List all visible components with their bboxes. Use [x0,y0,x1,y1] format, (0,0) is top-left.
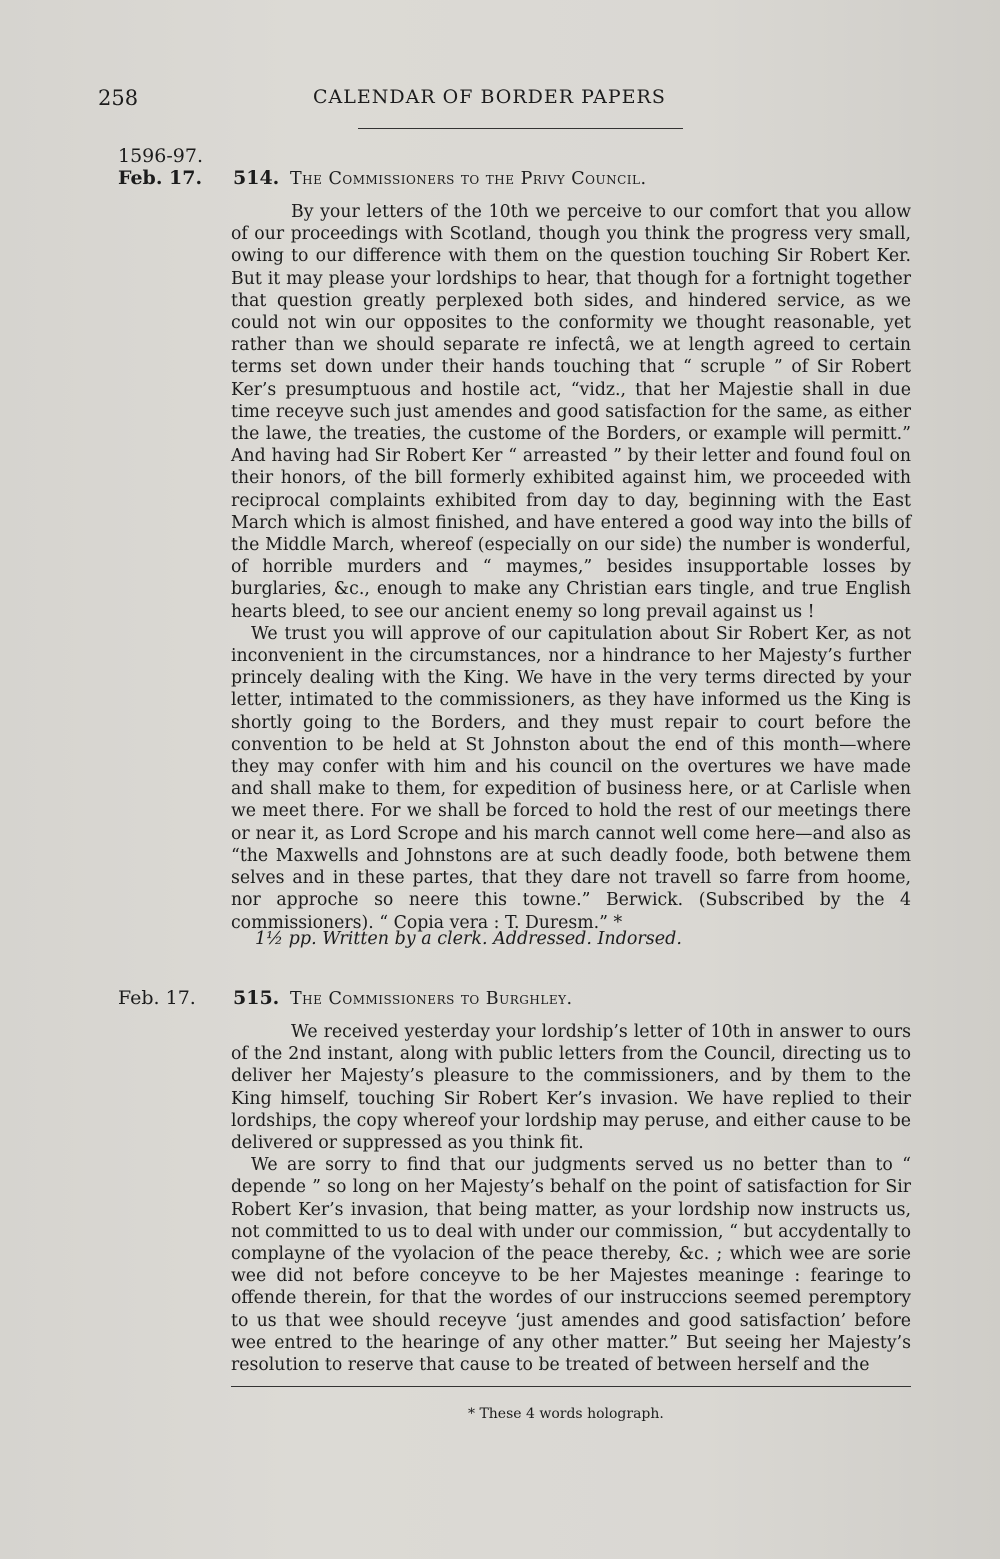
description-text: 1½ pp. Written by a clerk. Addressed. Indorsed. [255,929,682,949]
entry-date: Feb. 17. [118,167,203,189]
running-title: CALENDAR OF BORDER PAPERS [313,86,666,108]
entry-body [231,1021,911,1376]
paragraph: We received yesterday your lordship’s letter of 10th in answer to ours of the 2nd instant, along with public letters from the Council, directing us to deliver her Majesty’s pleasure to the commissioners, and by them to the King himself, touching Sir Robert Ker’s invasion. We have replied to their lordships, the copy whereof your lordship may peruse, and either cause to be delivered or suppressed as you think fit. [231,1022,911,1154]
page-number: 258 [98,86,139,110]
paragraph: By your letters of the 10th we perceive to our comfort that you allow of our proceedings with Scotland, though you think the progress very small, owing to our difference with them on the question touching Sir Robert Ker. But it may please your lordships to hear, that though for a fortnight together that question greatly perplexed both sides, and hindered service, as we could not win our opposites to the conformity we thought reasonable, yet rather than we should separate re infectâ, we at length agreed to certain terms set down under their hands touching that “ scruple ” of Sir Robert Ker’s presumptuous and hostile act, “vidz., that her Majestie shall in due time receyve such just amendes and good satisfaction for the same, as either the lawe, the treaties, the custome of the Borders, or example will permitt.” And having had Sir Robert Ker “ arreasted ” by their letter and found foul on their honors, of the bill formerly exhibited against him, we proceeded with reciprocal complaints exhibited from day to day, beginning with the East March which is almost finished, and have entered a good way into the bills of the Middle March, whereof (especially on our side) the number is wonderful, of horrible murders and “ maymes,” besides insupportable losses by burglaries, &c., enough to make any Christian ears tingle, and true English hearts bleed, to see our ancient enemy so long prevail against us ! [231,202,911,622]
document-description [255,929,682,949]
entry-heading: The Commissioners to the Privy Council. [290,169,647,189]
footnote: * These 4 words holograph. [468,1406,664,1422]
paragraph: We are sorry to find that our judgments served us no better than to “ depende ” so long on her Majesty’s behalf on the point of satisfaction for Sir Robert Ker’s invasion, that being matter, as your lordship now instructs us, not committed to us to deal with under our commission, “ but accydentally to complayne of the vyolacion of the peace thereby, &c. ; which wee are sorie wee did not before conceyve to be her Majestes meaninge : fearinge to offende therein, for that the wordes of our instruccions seemed peremptory to us that wee should receyve ‘just amendes and good satisfaction’ before wee entred to the hearinge of any other matter.” But seeing her Majesty’s resolution to reserve that cause to be treated of between herself and the [231,1155,911,1376]
entry-date: Feb. 17. [118,987,196,1009]
entry-body [231,201,911,934]
entry-number: 514. [233,167,280,189]
header-rule [358,128,683,129]
year-label: 1596-97. [118,145,203,167]
paragraph: We trust you will approve of our capitulation about Sir Robert Ker, as not inconvenient in the circumstances, nor a hindrance to her Majesty’s further princely dealing with the King. We have in the very terms directed by your letter, intimated to the commissioners, as they have informed us the King is shortly going to the Borders, and they must repair to court before the convention to be held at St Johnston about the end of this month—where they may confer with him and his council on the overtures we have made and shall make to them, for expedition of business here, or at Carlisle when we meet there. For we shall be forced to hold the rest of our meetings there or near it, as Lord Scrope and his march cannot well come here—and also as “the Maxwells and Johnstons are at such deadly foode, both betwene them selves and in these partes, that they dare not travell so farre from hoome, nor approche so neere this towne.” Berwick. (Subscribed by the 4 commissioners). “ Copia vera : T. Duresm.” * [231,623,911,933]
entry-heading: The Commissioners to Burghley. [290,989,573,1009]
entry-number: 515. [233,987,280,1009]
footnote-rule [231,1386,911,1387]
